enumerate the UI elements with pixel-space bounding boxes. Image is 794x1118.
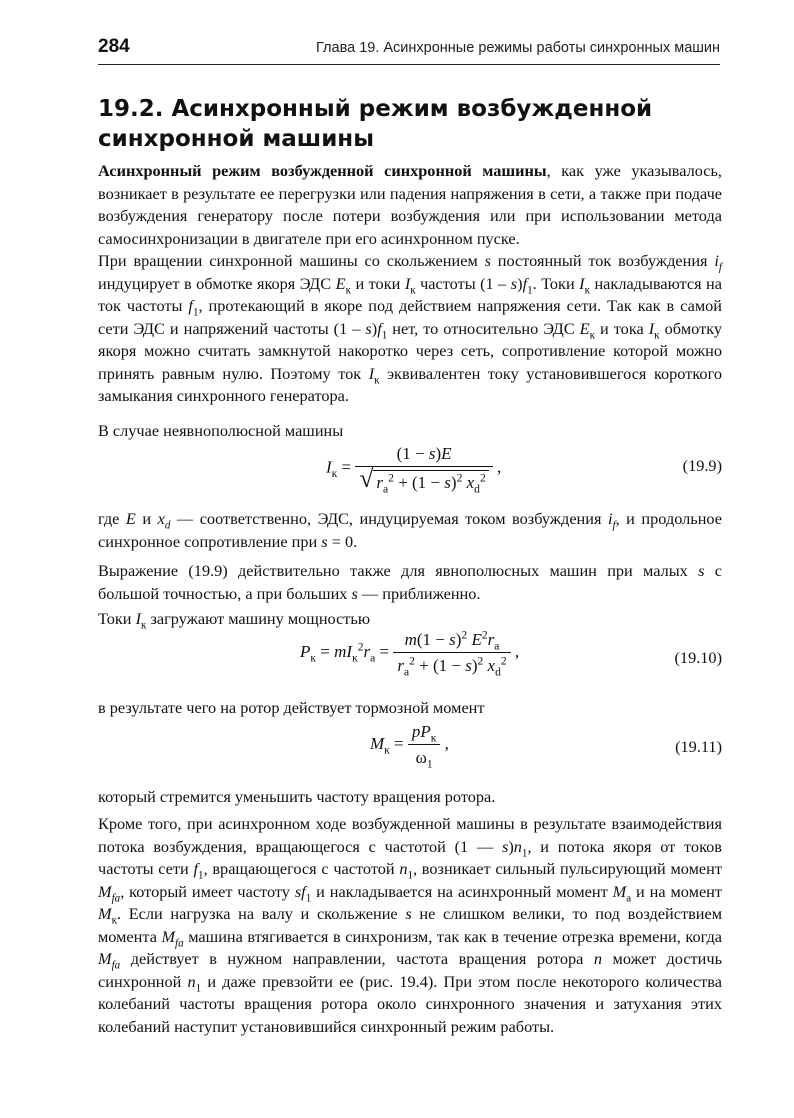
equation-number-19-9: (19.9)	[682, 456, 722, 475]
equation-19-11: $M_к$ = $\frac{pP_к}{\omega_1}$ ,	[370, 722, 449, 771]
paragraph-intro	[98, 160, 722, 250]
paragraph-power: Токи $I_к$ загружают машину мощностью	[98, 609, 371, 632]
section-title-line2: синхронной машины	[98, 126, 374, 152]
equation-number-19-10: (19.10)	[674, 648, 722, 667]
equation-number-19-11: (19.11)	[675, 737, 722, 756]
equation-19-9: $I_к$ = (1 − s)E √ $r_a^2 + (1 - s)^2$ $x_d^2$ ,	[326, 444, 502, 496]
paragraph-where: где E и $x_d$ — соответственно, ЭДС, индуцируемая током возбуждения $i_f$, и продольное синхронное сопротивление при s = 0.	[98, 509, 722, 551]
running-title: Глава 19. Асинхронные режимы работы синхронных машин	[316, 40, 720, 56]
paragraph-synchronization: Кроме того, при асинхронном ходе возбужденной машины в результате взаимодействия потока возбуждения, вращающегося с частотой (1 — $s)n_1$, и потока якоря от токов частоты сети $f_1$, вращающегося с частотой $n_1$, возникает сильный пульсирующий момент $M_{fa}$, который имеет частоту $sf_1$ и накладывается на асинхронный момент $M_а$ и на момент $M_к$. Если нагрузка на валу и скольжение s не слишком велики, то под воздействием момента $M_{fa}$ машина втягивается в синхронизм, так как в течение отрезка времени, когда $M_{fa}$ действует в нужном направлении, частота вращения ротора n может достичь синхронной $n_1$ и даже превзойти ее (рис. 19.4). При этом после некоторого количества колебаний частоты вращения ротора около синхронного значения и затухания этих колебаний наступит установившийся синхронный режим работы.	[98, 814, 722, 1036]
equation-19-10: $P_к = mI_к^2r_a$ = $\frac{m(1 - s)^2 E^2r_a}{r_a^2 + (1 - s)^2 x_d^2}$ ,	[300, 628, 520, 679]
paragraph-torque: в результате чего на ротор действует тормозной момент	[98, 698, 485, 717]
paragraph-text: , как уже указывалось, возникает в результате ее перегрузки или падения напряжения в сети, а также при подаче возбуждения генератору после потери возбуждения или при использовании метода самосинхронизации в двигателе при его асинхронном пуске.	[98, 161, 722, 248]
section-title	[98, 94, 738, 154]
paragraph-salient: Выражение (19.9) действительно также для явнополюсных машин при малых s с большой точностью, а при больших s — приближенно.	[98, 561, 722, 603]
paragraph-rotation: При вращении синхронной машины со скольжением s постоянный ток возбуждения $i_f$ индуцирует в обмотке якоря ЭДС $E_к$ и токи $I_к$ частоты $(1 - s)f_1$. Токи $I_к$ накладываются на ток частоты $f_1$, протекающий в якоре под действием напряжения сети. Так как в самой сети ЭДС и напряжений частоты $(1 - s)f_1$ нет, то относительно ЭДС $E_к$ и тока $I_к$ обмотку якоря можно считать замкнутой накоротко через сеть, сопротивление которой можно принять равным нулю. Поэтому ток $I_к$ эквивалентен току установившегося короткого замыкания синхронного генератора.	[98, 251, 723, 405]
section-title-line1: 19.2. Асинхронный режим возбужденной	[98, 96, 653, 122]
paragraph-nonsalient: В случае неявнополюсной машины	[98, 421, 344, 440]
lead-term: Асинхронный режим возбужденной синхронной машины	[98, 161, 547, 180]
paragraph-decrease: который стремится уменьшить частоту вращения ротора.	[98, 787, 496, 806]
page-number: 284	[98, 36, 130, 57]
page-header	[98, 36, 720, 65]
